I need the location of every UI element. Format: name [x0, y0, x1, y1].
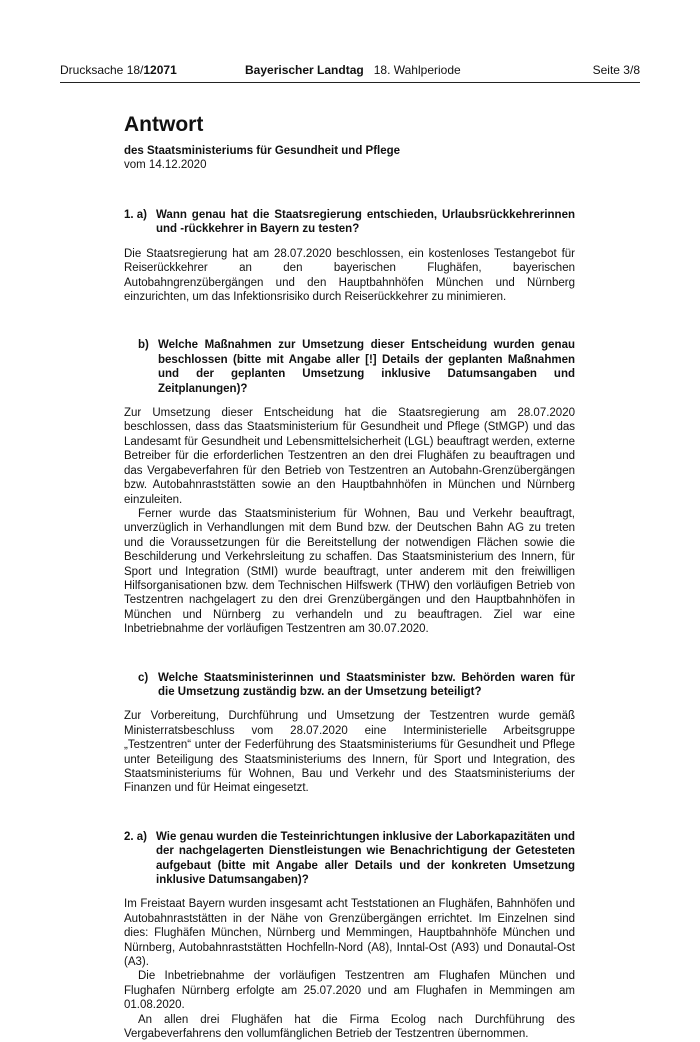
- question-number: b): [138, 339, 149, 352]
- question-text: Welche Maßnahmen zur Umsetzung dieser Entscheidung wurden genau beschlossen (bitte mit Angabe aller [!] Details der geplanten Maßnahmen und der geplanten Umsetzung inklusive Datumsangaben und Zeitplanungen)?: [158, 339, 575, 395]
- question-number: 1. a): [124, 209, 148, 221]
- answer-paragraph: Ferner wurde das Staatsministerium für Wohnen, Bau und Verkehr beauftragt, unverzüglich in Verhandlungen mit dem Bund bzw. der Deutschen Bahn AG zu treten und die Voraussetzungen für die Bereitstellung der notwendigen Flächen sowie die Beschilderung und Verkehrsleitung zu schaffen. Das Staatsministerium des Innern, für Sport und Integration (StMI) wurde beauftragt, unter anderem mit den freiwilligen Hilfsorganisationen bzw. dem Technischen Hilfswerk (THW) den vorläufigen Betrieb von Testzentren nachgelagert zu den drei Grenzübergängen und den Hauptbahnhöfen in München und Nürnberg zu verhandeln und zu beauftragen. Ziel war eine Inbetriebnahme der vorläufigen Testzentren am 30.07.2020.: [124, 507, 575, 636]
- question-text: Wann genau hat die Staatsregierung entschieden, Urlaubsrückkehrerinnen und -rückkehrer in Bayern zu testen?: [156, 209, 575, 236]
- document-number: [60, 62, 177, 78]
- document-number-prefix: Drucksache 18/: [60, 63, 144, 77]
- question-1c: [124, 671, 575, 700]
- answer-paragraph: Die Inbetriebnahme der vorläufigen Testzentren am Flughafen München und Flughafen Nürnberg erfolgte am 25.07.2020 und am Flughafen in Memmingen am 01.08.2020.: [124, 970, 575, 1012]
- question-1a: [124, 208, 575, 237]
- answer-date: vom 14.12.2020: [124, 159, 207, 171]
- parliament-name: Bayerischer Landtag: [245, 63, 364, 77]
- question-number: c): [138, 671, 149, 684]
- page-number: Seite 3/8: [592, 63, 640, 77]
- legislative-period: 18. Wahlperiode: [373, 63, 461, 77]
- page-header: [60, 62, 640, 83]
- question-number: 2. a): [124, 830, 148, 843]
- page-title: Antwort: [124, 113, 204, 136]
- answer-paragraph: Zur Umsetzung dieser Entscheidung hat die Staatsregierung am 28.07.2020 beschlossen, dass das Staatsministerium für Gesundheit und Pflege (StMGP) und das Landesamt für Gesundheit und Lebensmittelsicherheit (LGL) beauftragt werden, externe Betreiber für die erforderlichen Testzentren an den drei Flughäfen zu beauftragen und das Vergabeverfahren für den Betrieb von Testzentren an Autobahn-Grenzübergängen bzw. Autobahnraststätten sowie an den Hauptbahnhöfen in München und Nürnberg einzuleiten.: [124, 407, 575, 506]
- parliament-info: [245, 62, 461, 78]
- question-2a: [124, 830, 575, 888]
- question-text: Wie genau wurden die Testeinrichtungen inklusive der Laborkapazitäten und der nachgelagerten Dienstleistungen wie Benachrichtigung der Getesteten aufgebaut (bitte mit Angabe aller Details und der konkreten Umsetzung inklusive Datumsangaben)?: [156, 830, 575, 887]
- answer-paragraph: Im Freistaat Bayern wurden insgesamt acht Teststationen an Flughäfen, Bahnhöfen und Autobahnraststätten in der Nähe von Grenzübergängen errichtet. Im Einzelnen sind dies: Flughäfen München, Nürnberg und Memmingen, Hauptbahnhöfe München und Nürnberg, Autobahnraststätten Hochfelln-Nord (A8), Inntal-Ost (A93) und Donautal-Ost (A3).: [124, 898, 575, 969]
- document-number-value: 12071: [143, 63, 177, 77]
- question-1b: [124, 338, 575, 396]
- ministry-subtitle: des Staatsministeriums für Gesundheit und Pflege: [124, 145, 401, 157]
- answer-paragraph: Zur Vorbereitung, Durchführung und Umsetzung der Testzentren wurde gemäß Ministerratsbeschluss vom 28.07.2020 eine Interministerielle Arbeitsgruppe „Testzentren“ unter der Federführung des Staatsministeriums für Gesundheit und Pflege unter Beteiligung des Staatsministeriums des Innern, für Sport und Integration, des Staatsministeriums für Wohnen, Bau und Verkehr und des Staatsministeriums der Finanzen und für Heimat eingesetzt.: [124, 710, 575, 795]
- answer-paragraph: Die Staatsregierung hat am 28.07.2020 beschlossen, ein kostenloses Testangebot für Reiserückkehrer an den bayerischen Flughäfen, bayerischen Autobahngrenzübergängen und den Hauptbahnhöfen München und Nürnberg einzurichten, um das Infektionsrisiko durch Reiserückkehrer zu minimieren.: [124, 247, 575, 304]
- answer-paragraph: An allen drei Flughäfen hat die Firma Ecolog nach Durchführung des Vergabeverfahrens den vollumfänglichen Betrieb der Testzentren übernommen.: [124, 1013, 575, 1041]
- question-text: Welche Staatsministerinnen und Staatsminister bzw. Behörden waren für die Umsetzung zuständig bzw. an der Umsetzung beteiligt?: [158, 671, 575, 698]
- document-body: [124, 112, 575, 1042]
